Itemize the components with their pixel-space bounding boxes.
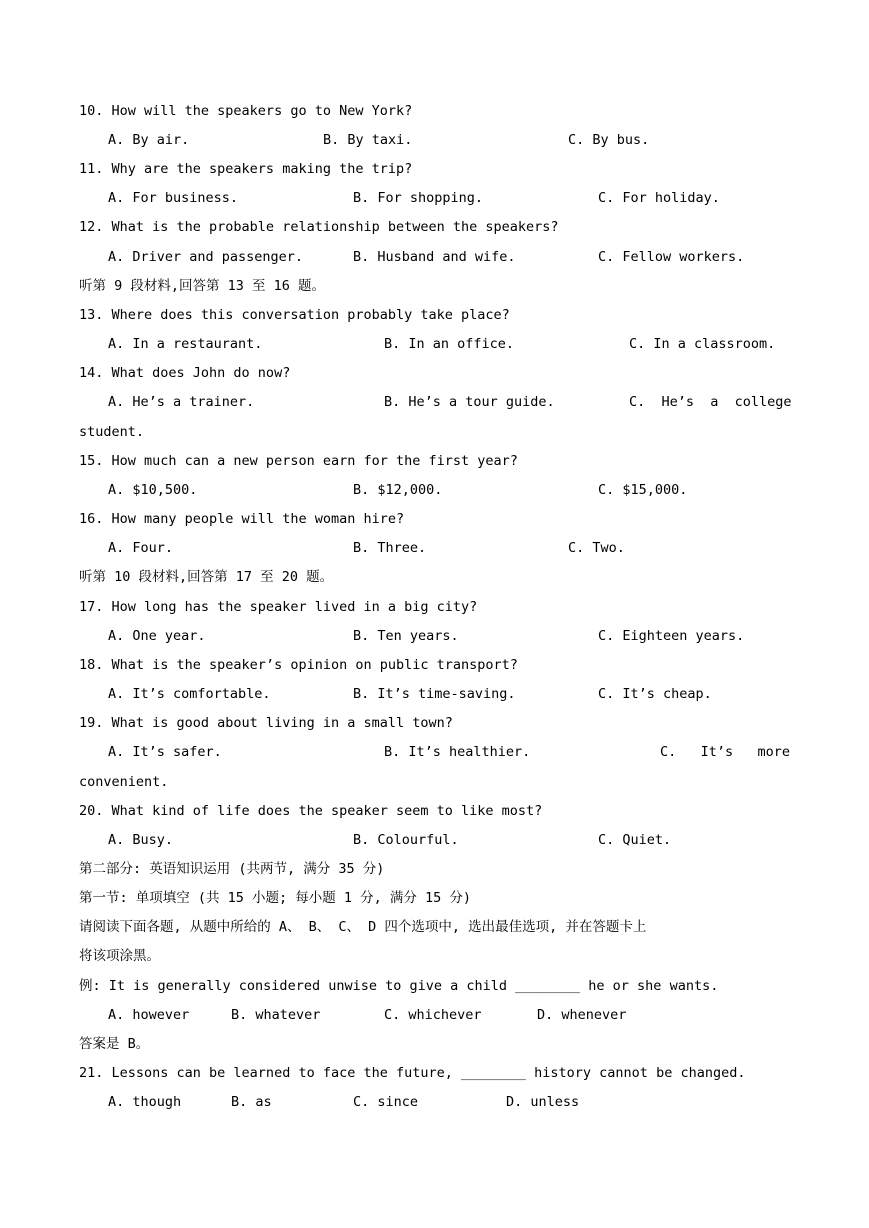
- example-question: 例: It is generally considered unwise to give a child ________ he or she wants.: [79, 978, 719, 994]
- option-a: A. $10,500.: [108, 482, 198, 498]
- option-b: B. as: [231, 1094, 272, 1110]
- option-a: A. Busy.: [108, 832, 174, 848]
- option-c: C. It’s more: [660, 744, 791, 760]
- section-one-heading: 第一节: 单项填空 (共 15 小题; 每小题 1 分, 满分 15 分): [79, 890, 472, 906]
- option-c-continued: convenient.: [79, 774, 169, 790]
- option-a: A. By air.: [108, 132, 190, 148]
- option-c: C. whichever: [384, 1007, 482, 1023]
- option-a: A. He’s a trainer.: [108, 394, 255, 410]
- question-11: 11. Why are the speakers making the trip?: [79, 161, 413, 177]
- question-20: 20. What kind of life does the speaker seem to like most?: [79, 803, 543, 819]
- option-a: A. In a restaurant.: [108, 336, 263, 352]
- option-c: C. He’s a college: [629, 394, 792, 410]
- section-heading-10: 听第 10 段材料,回答第 17 至 20 题。: [79, 569, 334, 585]
- option-c: C. $15,000.: [598, 482, 688, 498]
- option-b: B. For shopping.: [353, 190, 484, 206]
- question-15: 15. How much can a new person earn for the first year?: [79, 453, 518, 469]
- option-a: A. It’s safer.: [108, 744, 222, 760]
- question-10: 10. How will the speakers go to New York?: [79, 103, 413, 119]
- option-c: C. It’s cheap.: [598, 686, 712, 702]
- option-b: B. It’s healthier.: [384, 744, 531, 760]
- option-a: A. Driver and passenger.: [108, 249, 304, 265]
- option-a: A. One year.: [108, 628, 206, 644]
- option-a: A. For business.: [108, 190, 239, 206]
- option-c: C. Two.: [568, 540, 625, 556]
- option-a: A. however: [108, 1007, 190, 1023]
- question-14: 14. What does John do now?: [79, 365, 291, 381]
- option-b: B. $12,000.: [353, 482, 443, 498]
- option-d: D. whenever: [537, 1007, 627, 1023]
- option-a: A. Four.: [108, 540, 174, 556]
- part-two-heading: 第二部分: 英语知识运用 (共两节, 满分 35 分): [79, 861, 385, 877]
- option-a: A. though: [108, 1094, 182, 1110]
- question-13: 13. Where does this conversation probably take place?: [79, 307, 510, 323]
- option-b: B. In an office.: [384, 336, 515, 352]
- option-b: B. whatever: [231, 1007, 321, 1023]
- option-c: C. In a classroom.: [629, 336, 776, 352]
- option-b: B. Ten years.: [353, 628, 459, 644]
- option-b: B. By taxi.: [323, 132, 413, 148]
- question-16: 16. How many people will the woman hire?: [79, 511, 405, 527]
- option-c: C. Fellow workers.: [598, 249, 745, 265]
- example-answer: 答案是 B。: [79, 1036, 150, 1052]
- option-b: B. Colourful.: [353, 832, 459, 848]
- instructions-continued: 将该项涂黑。: [79, 948, 160, 964]
- question-18: 18. What is the speaker’s opinion on public transport?: [79, 657, 518, 673]
- option-d: D. unless: [506, 1094, 580, 1110]
- instructions: 请阅读下面各题, 从题中所给的 A、 B、 C、 D 四个选项中, 选出最佳选项, 并在答题卡上: [79, 919, 647, 935]
- option-c: C. For holiday.: [598, 190, 720, 206]
- question-19: 19. What is good about living in a small town?: [79, 715, 453, 731]
- question-12: 12. What is the probable relationship between the speakers?: [79, 219, 559, 235]
- question-17: 17. How long has the speaker lived in a big city?: [79, 599, 478, 615]
- section-heading-9: 听第 9 段材料,回答第 13 至 16 题。: [79, 278, 326, 294]
- option-b: B. Husband and wife.: [353, 249, 516, 265]
- option-b: B. Three.: [353, 540, 427, 556]
- option-b: B. He’s a tour guide.: [384, 394, 555, 410]
- option-c: C. Eighteen years.: [598, 628, 745, 644]
- option-c-continued: student.: [79, 424, 145, 440]
- option-c: C. By bus.: [568, 132, 650, 148]
- option-a: A. It’s comfortable.: [108, 686, 271, 702]
- option-c: C. since: [353, 1094, 419, 1110]
- option-b: B. It’s time-saving.: [353, 686, 516, 702]
- question-21: 21. Lessons can be learned to face the future, ________ history cannot be changed.: [79, 1065, 746, 1081]
- option-c: C. Quiet.: [598, 832, 672, 848]
